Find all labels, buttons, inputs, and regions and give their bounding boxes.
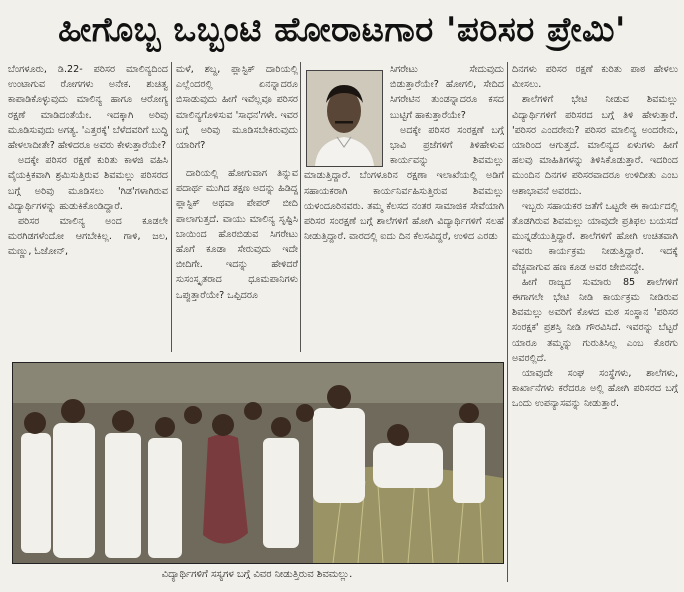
group-photo-image xyxy=(13,363,503,563)
article-column-4 xyxy=(512,62,678,582)
group-photo xyxy=(12,362,504,564)
paragraph: ಹೀಗೆ ರಾಜ್ಯದ ಸುಮಾರು 85 ಶಾಲೆಗಳಿಗೆ ಈಗಾಗಲೇ ಭೇಟಿ ನೀಡಿ ಕಾರ್ಯಕ್ರಮ ನೀಡಿರುವ ಶಿವಮಲ್ಲು ಅವರಿಗೆ ಕೊಳದ ಮಠ ಸಂಸ್ಥಾನ 'ಪರಿಸರ ಸಂರಕ್ಷಕ' ಪ್ರಶಸ್ತಿ ನೀಡಿ ಗೌರವಿಸಿದೆ. ಇವರನ್ನು ಬೆಟ್ಟರೆ ಯಾರೂ ತಮ್ಮನ್ನು ಗುರುತಿಸಿಲ್ಲ ಎಂಬ ಕೊರಗು ಅವರಲ್ಲಿದೆ. xyxy=(512,276,678,364)
article-column-2-top xyxy=(176,62,298,166)
paragraph: ಸಿಗರೇಟು ಸೇದುವುದು ಬಿಡುತ್ತಾರೆಯೇ? ಹೋಗಲಿ, ಸೇದಿದ ಸಿಗರೇಟಿನ ತುಂಡನ್ನಾದರೂ ಕಸದ ಬುಟ್ಟಿಗೆ ಹಾಕುತ್ತಾರೆಯೇ? xyxy=(390,64,504,121)
paragraph: ಅದಕ್ಕೇ ಪರಿಸರ ಸಂರಕ್ಷಣೆ ಬಗ್ಗೆ ಭಾವಿ ಪ್ರಜೆಗಳಿಗೆ ತಿಳಿಹೇಳುವ ಕಾರ್ಯವನ್ನು ಶಿವಮಲ್ಲು ಮಾಡುತ್ತಿದ್ದಾರೆ. ಬೆಂಗಳೂರಿನ ರಕ್ಷಣಾ ಇಲಾಖೆಯಲ್ಲಿ ಅಡಿಗೆ ಸಹಾಯಕರಾಗಿ ಕಾರ್ಯನಿರ್ವಹಿಸುತ್ತಿರುವ ಶಿವಮಲ್ಲು ಯಳಂದೂರಿನವರು. ತಮ್ಮ ಕೆಲಸದ ನಂತರ ಸಾಮಾಜಿಕ ಸೇವೆಯಾಗಿ ಪರಿಸರ ಸಂರಕ್ಷಣೆ ಬಗ್ಗೆ ಶಾಲೆಗಳಿಗೆ ಹೋಗಿ ವಿದ್ಯಾರ್ಥಿಗಳಿಗೆ ಸಲಹೆ ನೀಡುತ್ತಿದ್ದಾರೆ. ವಾರದಲ್ಲಿ ಐದು ದಿನ ಕೆಲಸವಿದ್ದರೆ, ಉಳಿದ ಎರಡು xyxy=(304,124,504,243)
paragraph: ಶಾಲೆಗಳಿಗೆ ಭೇಟಿ ನೀಡುವ ಶಿವಮಲ್ಲು ವಿದ್ಯಾರ್ಥಿಗಳಿಗೆ ಪರಿಸರದ ಬಗ್ಗೆ ತಿಳಿ ಹೇಳುತ್ತಾರೆ. 'ಪರಿಸರ ಎಂದರೇನು? ಪರಿಸರ ಮಾಲಿನ್ಯ ಅಂದರೇನು, ಯಾರಿಂದ ಆಗುತ್ತದೆ. ಮಾಲಿನ್ಯದ ಏಳುಗಳು ಹೀಗೆ ಹಲವು ಮಾಹಿತಿಗಳನ್ನು ತಿಳಿಸಿಕೊಡುತ್ತಾರೆ. ಇದರಿಂದ ಮುಂದಿನ ದಿನಗಳ ಪರಿಸರವಾದರೂ ಉಳಿದೀತು ಎಂಬ ಆಶಾಭಾವನೆ ಅವರದು. xyxy=(512,94,678,197)
column-divider xyxy=(171,62,172,352)
portrait-photo xyxy=(306,70,383,167)
photo-caption: ವಿದ್ಯಾರ್ಥಿಗಳಿಗೆ ಸಸ್ಯಗಳ ಬಗ್ಗೆ ವಿವರ ನೀಡುತ್ತಿರುವ ಶಿವಮಲ್ಲು. xyxy=(161,569,353,580)
paragraph: ಅದಕ್ಕೇ ಪರಿಸರ ರಕ್ಷಣೆ ಕುರಿತು ಕಾಳಜಿ ವಹಿಸಿ ವೈಯಕ್ತಿಕವಾಗಿ ಶ್ರಮಿಸುತ್ತಿರುವ ಶಿವಮಲ್ಲು ಪರಿಸರದ ಬಗ್ಗೆ ಅರಿವು ಮೂಡಿಸಲು 'ಗಿಡ'ಗಳಾಗಿರುವ ವಿದ್ಯಾರ್ಥಿಗಳನ್ನು ಹುಡುಕಿಕೊಂಡಿದ್ದಾರೆ. xyxy=(8,155,168,212)
paragraph: ದಾರಿಯಲ್ಲಿ ಹೋಗುವಾಗ ತಿನ್ನುವ ಪದಾರ್ಥ ಮುಗಿದ ತಕ್ಷಣ ಅದನ್ನು ಹಿಡಿದ್ದ ಪ್ಲಾಸ್ಟಿಕ್ ಅಥವಾ ಪೇಪರ್ ಬೀದಿ ಪಾಲಾಗುತ್ತದೆ. ವಾಯು ಮಾಲಿನ್ಯ ಸೃಷ್ಟಿಸಿ ಬಾಯಿಂದ ಹೊರಬಿಡುವ ಸಿಗರೇಟು ಹೊಗೆ ಕೂಡಾ ಸೇರುವುದು ಇದೇ ಬೀದಿಗೇ. ಇದನ್ನು ಹೇಳಿದರೆ ಸುಸಂಸ್ಕೃತರಾದ ಧೂಮಪಾನಿಗಳು ಒಪ್ಪುತ್ತಾರೆಯೇ? ಒಪ್ಪಿದರೂ xyxy=(176,168,298,301)
paragraph: ಮಳೆ, ಶಬ್ದ, ಪ್ಲಾಸ್ಟಿಕ್ ದಾರಿಯಲ್ಲಿ ಎಲ್ಲೆಂದರಲ್ಲಿ ಏನನ್ನಾದರೂ ಬಿಸಾಡುವುದು ಹೀಗೆ ಇವೆಲ್ಲವೂ ಪರಿಸರ ಮಾಲಿನ್ಯಗೊಳಿಸುವ 'ಸಾಧನ'ಗಳೇ. ಇವರ ಬಗ್ಗೆ ಅರಿವು ಮೂಡಿಸಬೇಕಿರುವುದು ಯಾರಿಗೆ? xyxy=(176,64,298,152)
column-divider xyxy=(507,62,508,582)
column-divider xyxy=(300,62,301,352)
paragraph: ಪರಿಸರ ಮಾಲಿನ್ಯ ಅಂದ ಕೂಡಲೇ ಮರಗಿಡಗಳೆಂದೋ ಆಗಬೇಕಿಲ್ಲ. ಗಾಳಿ, ಜಲ, ಮಣ್ಣು, ಓಜೋನ್, xyxy=(8,216,168,258)
paragraph: ಬೆಂಗಳೂರು, ಡಿ.22- ಪರಿಸರ ಮಾಲಿನ್ಯದಿಂದ ಉಂಟಾಗುವ ರೋಗಗಳು ಅನೇಕ. ಶುಚಿತ್ವ ಕಾಪಾಡಿಕೊಳ್ಳುವುದು ಮಾಲಿನ್ಯ ಹಾಗೂ ಆರೋಗ್ಯ ರಕ್ಷಣೆ ಮಾಡಿದಂತೆಯೇ. ಇದಕ್ಕಾಗಿ ಅರಿವು ಮೂಡಿಸುವುದು ಅಗತ್ಯ. 'ಎತ್ತರಕ್ಕೆ' ಬೆಳೆದವರಿಗೆ ಬುದ್ಧಿ ಹೇಳಲಾದೀತೇ? ಹೇಳಿದರೂ ಅವರು ಕೇಳುತ್ತಾರೆಯೇ? xyxy=(8,64,168,152)
paragraph: ದಿನಗಳು ಪರಿಸರ ರಕ್ಷಣೆ ಕುರಿತು ಪಾಠ ಹೇಳಲು ಮೀಸಲು. xyxy=(512,64,678,91)
article-column-2-bottom xyxy=(176,166,298,358)
paragraph: ಇಬ್ಬರು ಸಹಾಯಕರ ಜತೆಗೆ ಒಟ್ಟರೇ ಈ ಕಾರ್ಯದಲ್ಲಿ ತೊಡಗಿರುವ ಶಿವಮಲ್ಲು ಯಾವುದೇ ಪ್ರತಿಫಲ ಬಯಸದೆ ಮುನ್ನಡೆಯುತ್ತಿದ್ದಾರೆ. ಶಾಲೆಗಳಿಗೆ ಹೋಗಿ ಉಚಿತವಾಗಿ ಇವರು ಕಾರ್ಯಕ್ರಮ ನೀಡುತ್ತಿದ್ದಾರೆ. ಇದಕ್ಕೆ ವೆಚ್ಚವಾಗುವ ಹಣ ಕೂಡ ಅವರ ಜೇಬಿನದ್ದೇ. xyxy=(512,200,678,273)
headline: ಹೀಗೊಬ್ಬ ಒಬ್ಬಂಟಿ ಹೋರಾಟಗಾರ 'ಪರಿಸರ ಪ್ರೇಮಿ' xyxy=(58,10,626,50)
portrait-image xyxy=(307,71,382,166)
paragraph: ಯಾವುದೇ ಸಂಘ ಸಂಸ್ಥೆಗಳು, ಶಾಲೆಗಳು, ಕಾರ್ಖಾನೆಗಳು ಕರೆದರೂ ಅಲ್ಲಿ ಹೋಗಿ ಪರಿಸರದ ಬಗ್ಗೆ ಒಂದು ಉಪನ್ಯಾಸವನ್ನು ನೀಡುತ್ತಾರೆ. xyxy=(512,368,678,410)
article-column-1 xyxy=(8,62,168,354)
